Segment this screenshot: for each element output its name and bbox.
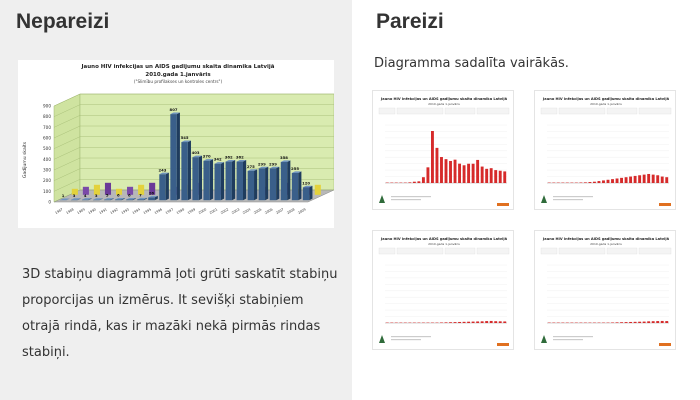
small-chart-brand-mark xyxy=(497,343,509,346)
small-chart-logo-tree xyxy=(379,195,385,203)
chart-3d-bar-side xyxy=(309,186,312,200)
correct-panel xyxy=(352,0,700,400)
chart-3d-y-tick: 500 xyxy=(43,146,51,152)
incorrect-heading: Nepareizi xyxy=(16,10,110,33)
small-chart-bar xyxy=(476,321,479,323)
chart-3d-bar xyxy=(137,199,143,200)
small-chart-bar xyxy=(494,170,497,183)
chart-3d-bar xyxy=(148,197,154,200)
small-chart-2-svg xyxy=(535,91,677,211)
chart-3d-back-bar xyxy=(315,185,321,195)
small-chart-bar xyxy=(485,169,488,183)
chart-3d-x-tick: 1992 xyxy=(109,207,119,216)
chart-3d-side-wall xyxy=(54,94,80,202)
chart-3d-data-label: 255 xyxy=(291,166,299,171)
small-chart-bar xyxy=(616,322,619,323)
small-chart-bar xyxy=(481,167,484,183)
small-chart-bar xyxy=(584,182,587,183)
small-chart-bar xyxy=(445,322,448,323)
small-chart-logo-tree xyxy=(541,335,547,343)
small-chart-footnote-line xyxy=(391,196,431,197)
chart-3d-x-tick: 1996 xyxy=(153,207,163,216)
chart-3d-bar-side xyxy=(188,140,191,200)
small-chart-footnote-line xyxy=(553,199,583,200)
small-chart-bar xyxy=(634,176,637,183)
chart-3d-x-tick: 1990 xyxy=(87,207,97,216)
small-chart-footnote-line xyxy=(391,199,421,200)
chart-3d-x-tick: 1999 xyxy=(186,207,197,216)
small-chart-bar xyxy=(656,321,659,323)
chart-3d-y-tick: 100 xyxy=(43,188,51,194)
chart-3d-data-label: 362 xyxy=(235,154,244,160)
small-chart-bar xyxy=(417,181,420,183)
chart-3d-bar-side xyxy=(221,162,224,200)
small-chart-brand-mark xyxy=(659,203,671,206)
small-chart-legend-box xyxy=(397,108,443,114)
chart-3d-data-label: 5 xyxy=(105,192,109,198)
small-chart-bar xyxy=(638,322,641,323)
small-chart-bar xyxy=(611,322,614,323)
chart-3d-data-label: 299 xyxy=(257,161,266,167)
small-chart-bar xyxy=(440,322,443,323)
small-chart-legend-box xyxy=(379,108,395,114)
chart-3d-bar-side xyxy=(254,169,257,200)
chart-3d-bar-side xyxy=(276,167,279,200)
small-chart-bar xyxy=(620,322,623,323)
chart-3d-title: Jauno HIV infekcijas un AIDS gadījumu skaita dinamika Latvijā xyxy=(81,64,275,70)
small-chart-bar xyxy=(426,167,429,183)
small-chart-bar xyxy=(463,165,466,183)
small-chart-bar xyxy=(490,321,493,323)
chart-3d-x-tick: 2009 xyxy=(297,207,307,216)
chart-3d-bar xyxy=(203,161,209,200)
small-chart-bar xyxy=(503,321,506,323)
chart-3d-bar xyxy=(192,157,198,200)
small-chart-bar xyxy=(661,321,664,323)
small-chart-bar xyxy=(458,164,461,183)
chart-3d-bar-side xyxy=(298,171,301,200)
chart-3d-data-label: 243 xyxy=(158,167,167,173)
small-chart-title: Jauno HIV infekcijas un AIDS gadījumu skaita dinamika Latvijā xyxy=(542,97,670,101)
chart-3d-bar xyxy=(159,174,165,200)
small-chart-legend-box xyxy=(607,248,637,254)
chart-3d-y-tick: 400 xyxy=(43,156,51,162)
chart-3d-y-tick: 600 xyxy=(43,135,51,141)
small-chart-bar xyxy=(481,321,484,323)
small-chart-footnote-line xyxy=(553,196,593,197)
chart-3d-x-tick: 2004 xyxy=(242,207,252,216)
small-chart-bar xyxy=(454,160,457,183)
small-chart-bar xyxy=(503,171,506,183)
chart-3d-x-tick: 1994 xyxy=(131,207,141,216)
chart-3d-x-tick: 2002 xyxy=(219,207,230,216)
chart-3d-bar xyxy=(281,162,287,200)
chart-3d-data-label: 275 xyxy=(246,163,255,169)
incorrect-description: 3D stabiņu diagrammā ļoti grūti saskatīt stabiņu proporcijas un izmērus. It sevišķi stabiņiem otrajā rindā, kas ir mazāki nekā pirmās rindas stabiņi. xyxy=(22,267,338,360)
small-chart-bar xyxy=(490,168,493,183)
small-chart-3 xyxy=(372,230,514,350)
small-chart-bar xyxy=(467,164,470,183)
small-chart-logo-tree xyxy=(541,195,547,203)
small-chart-bar xyxy=(598,181,601,183)
chart-3d-bar-side xyxy=(166,173,169,201)
small-chart-bar xyxy=(494,321,497,323)
small-chart-bar xyxy=(616,178,619,183)
small-chart-footnote-line xyxy=(553,336,593,337)
small-chart-bar xyxy=(593,182,596,183)
small-chart-legend-box xyxy=(541,108,557,114)
chart-3d-bar-side xyxy=(287,160,290,200)
small-chart-legend-box xyxy=(559,108,605,114)
chart-3d-data-label: 120 xyxy=(302,180,311,186)
chart-3d-x-tick: 2003 xyxy=(231,207,241,216)
small-chart-bar xyxy=(436,148,439,183)
chart-3d-data-label: 6 xyxy=(116,192,120,198)
small-chart-subtitle: 2010.gada 1.janvāris xyxy=(590,242,622,246)
small-chart-logo-tree xyxy=(379,335,385,343)
small-chart-1 xyxy=(372,90,514,210)
chart-3d-data-label: 342 xyxy=(213,156,222,162)
small-chart-bar xyxy=(620,178,623,183)
chart-3d-x-tick: 1987 xyxy=(54,207,64,216)
small-chart-bar xyxy=(485,321,488,323)
chart-3d-bar xyxy=(214,164,220,200)
chart-3d-x-tick: 1995 xyxy=(142,207,152,216)
chart-3d-y-tick: 300 xyxy=(43,167,51,173)
chart-3d-subtitle: 2010.gada 1.janvāris xyxy=(145,72,211,78)
chart-3d-data-label: 26 xyxy=(148,190,155,196)
chart-3d-bar xyxy=(170,114,176,200)
small-chart-bar xyxy=(625,322,628,323)
small-chart-bar xyxy=(588,182,591,183)
small-chart-bar xyxy=(445,159,448,183)
small-chart-1-svg xyxy=(373,91,515,211)
small-chart-bar xyxy=(652,321,655,323)
correct-heading: Pareizi xyxy=(376,10,444,33)
chart-3d-bar-side xyxy=(232,160,235,200)
chart-3d-data-label: 1 xyxy=(61,193,65,199)
small-chart-bar xyxy=(629,177,632,183)
small-chart-bar xyxy=(629,322,632,323)
chart-3d-bar xyxy=(18,60,334,228)
small-chart-legend-box xyxy=(477,108,509,114)
chart-3d-bar xyxy=(226,162,232,201)
chart-3d-y-tick: 200 xyxy=(43,178,51,184)
chart-3d-bar-side xyxy=(177,113,180,201)
correct-subtitle: Diagramma sadalīta vairākās. xyxy=(374,56,569,71)
chart-3d-bar xyxy=(181,142,187,200)
small-chart-legend-box xyxy=(607,108,637,114)
small-chart-4 xyxy=(534,230,676,350)
small-chart-bar xyxy=(647,321,650,323)
chart-3d-bar xyxy=(259,168,265,200)
small-chart-footnote-line xyxy=(391,336,431,337)
chart-3d-y-tick: 800 xyxy=(43,114,51,120)
small-chart-bar xyxy=(634,322,637,323)
small-chart-bar xyxy=(665,177,668,183)
small-chart-legend-box xyxy=(477,248,509,254)
chart-3d-y-tick: 0 xyxy=(48,199,51,205)
small-chart-brand-mark xyxy=(497,203,509,206)
small-chart-bar xyxy=(647,174,650,183)
chart-3d-data-label: 358 xyxy=(279,155,288,161)
chart-3d-y-tick: 900 xyxy=(43,103,51,109)
chart-3d-x-tick: 1991 xyxy=(98,207,108,216)
small-chart-legend-box xyxy=(639,108,671,114)
chart-3d-note: ("Slimību profilakses un kontroles centrs") xyxy=(133,79,223,84)
small-chart-title: Jauno HIV infekcijas un AIDS gadījumu skaita dinamika Latvijā xyxy=(542,237,670,241)
small-chart-bar xyxy=(656,175,659,183)
chart-3d-bar xyxy=(303,187,309,200)
chart-3d-bar xyxy=(104,200,110,201)
chart-3d-x-tick: 2001 xyxy=(208,207,219,216)
chart-3d-data-label: 4 xyxy=(83,192,87,198)
chart-3d-data-label: 807 xyxy=(169,107,178,113)
small-chart-bar xyxy=(638,175,641,183)
small-chart-title: Jauno HIV infekcijas un AIDS gadījumu skaita dinamika Latvijā xyxy=(380,237,508,241)
small-chart-bar xyxy=(449,161,452,183)
small-chart-bar xyxy=(625,177,628,183)
small-chart-bar xyxy=(454,322,457,323)
small-chart-subtitle: 2010.gada 1.janvāris xyxy=(590,102,622,106)
chart-3d-bar-side xyxy=(265,167,268,200)
small-chart-bar xyxy=(422,177,425,183)
chart-3d-data-label: 362 xyxy=(224,154,233,160)
chart-3d-svg xyxy=(18,60,334,228)
small-chart-bar xyxy=(579,182,582,183)
small-chart-footnote-line xyxy=(391,339,421,340)
chart-3d-data-label: 370 xyxy=(202,153,211,159)
chart-3d-x-tick: 2006 xyxy=(264,207,274,216)
small-chart-footnote-line xyxy=(553,339,583,340)
chart-3d-x-tick: 1998 xyxy=(175,207,186,216)
chart-3d-bar xyxy=(126,200,132,201)
chart-3d-data-label: 7 xyxy=(139,192,142,198)
chart-3d-y-tick: 700 xyxy=(43,124,51,130)
small-chart-bar xyxy=(440,157,443,183)
small-chart-bar xyxy=(408,182,411,183)
small-chart-bar xyxy=(476,160,479,183)
chart-3d-x-tick: 1997 xyxy=(164,207,175,216)
chart-3d-x-tick: 2000 xyxy=(197,207,208,216)
small-chart-3-svg xyxy=(373,231,515,351)
chart-3d-data-label: 3 xyxy=(72,192,76,198)
small-chart-bar xyxy=(602,180,605,183)
small-chart-bar xyxy=(643,175,646,183)
chart-3d-x-tick: 2005 xyxy=(253,207,263,216)
chart-3d-x-tick: 1988 xyxy=(65,207,75,216)
chart-3d-bar xyxy=(292,173,298,200)
small-chart-bar xyxy=(652,175,655,183)
chart-3d-bar xyxy=(115,200,121,201)
small-chart-bar xyxy=(463,322,466,323)
chart-3d-ylabel: Gadījumu skaits xyxy=(23,141,28,179)
small-chart-title: Jauno HIV infekcijas un AIDS gadījumu skaita dinamika Latvijā xyxy=(380,97,508,101)
chart-3d-bar xyxy=(237,162,243,201)
small-chart-bar xyxy=(458,322,461,323)
chart-3d-data-label: 299 xyxy=(268,161,277,167)
small-chart-bar xyxy=(643,322,646,323)
small-chart-bar xyxy=(413,182,416,183)
small-chart-brand-mark xyxy=(659,343,671,346)
chart-3d-bar-side xyxy=(210,159,213,200)
small-chart-legend-box xyxy=(397,248,443,254)
small-chart-bar xyxy=(467,322,470,323)
chart-3d-x-tick: 2008 xyxy=(286,207,296,216)
chart-3d-x-tick: 1989 xyxy=(76,207,86,216)
chart-3d-data-label: 545 xyxy=(180,135,189,141)
small-chart-bar xyxy=(431,131,434,183)
chart-3d-bar-side xyxy=(199,156,202,201)
chart-3d-data-label: 403 xyxy=(191,150,200,156)
small-chart-legend-box xyxy=(445,108,475,114)
small-chart-bar xyxy=(499,171,502,183)
small-chart-legend-box xyxy=(379,248,395,254)
chart-3d-bar xyxy=(270,168,276,200)
small-chart-bar xyxy=(449,322,452,323)
small-chart-legend-box xyxy=(541,248,557,254)
small-chart-legend-box xyxy=(639,248,671,254)
small-chart-4-svg xyxy=(535,231,677,351)
small-chart-bar xyxy=(611,179,614,183)
small-chart-legend-box xyxy=(445,248,475,254)
small-chart-bar xyxy=(665,321,668,323)
small-chart-bar xyxy=(661,177,664,183)
small-chart-subtitle: 2010.gada 1.janvāris xyxy=(428,102,460,106)
small-chart-bar xyxy=(472,164,475,183)
chart-3d-data-label: 6 xyxy=(128,192,131,198)
small-chart-legend-box xyxy=(559,248,605,254)
chart-3d-x-tick: 2007 xyxy=(275,207,285,216)
small-chart-2 xyxy=(534,90,676,210)
chart-3d-bar-side xyxy=(243,160,246,200)
small-chart-bar xyxy=(499,321,502,323)
chart-3d-bar xyxy=(248,171,254,200)
small-chart-subtitle: 2010.gada 1.janvāris xyxy=(428,242,460,246)
chart-3d-data-label: 3 xyxy=(94,192,98,198)
small-chart-bar xyxy=(472,322,475,323)
small-chart-bar xyxy=(607,180,610,183)
chart-3d-x-tick: 1993 xyxy=(120,207,130,216)
